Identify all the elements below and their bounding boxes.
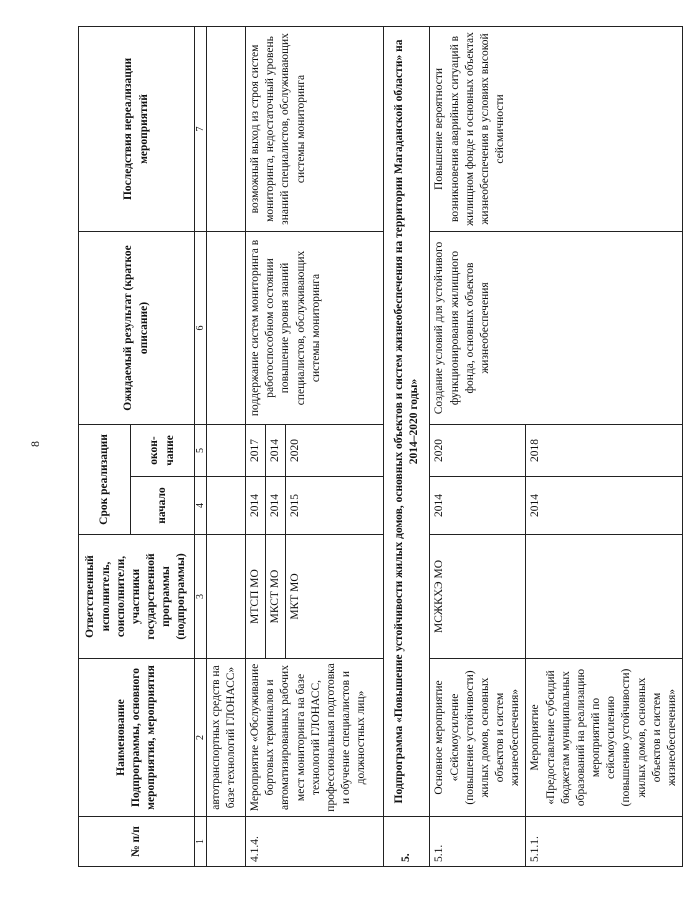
row-consequences: Повышение вероятности возникновения аварийных ситуаций в жилищном фонде и основных объектах жизнеобеспечения в условиях высокой сейсмичности	[430, 26, 683, 231]
row-name: Основное мероприятие «Сейсмоусиление (повышение устойчивости) жилых домов, основных объектов и систем жизнеобеспечения»	[430, 659, 526, 817]
header-num: № п/п	[79, 817, 195, 867]
column-number: 7	[195, 26, 207, 231]
row-executor: МСЖКХЭ МО	[430, 535, 526, 659]
row-num	[207, 817, 246, 867]
row-consequences	[207, 26, 246, 231]
row-end: 2018	[526, 424, 683, 476]
row-num: 5.1.1.	[526, 817, 683, 867]
row-name: автотранспортных средств на базе технологий ГЛОНАСС»	[207, 659, 246, 817]
row-start	[207, 477, 246, 535]
header-name: Наименование Подпрограммы, основного мероприятия, мероприятия	[79, 659, 195, 817]
row-result: поддержание систем мониторинга в работоспособном состоянии повышение уровня знаний специалистов, обслуживающих системы мониторинга	[246, 231, 384, 424]
header-result: Ожидаемый результат (краткое описание)	[79, 231, 195, 424]
row-start: 2014	[246, 477, 266, 535]
row-executor: МКСТ МО	[266, 535, 286, 659]
rotated-table-sheet	[78, 27, 678, 867]
row-executor: МТСП МО	[246, 535, 266, 659]
column-number: 3	[195, 535, 207, 659]
table-row	[430, 26, 526, 866]
table-row	[207, 26, 246, 866]
row-name: Мероприятие «Предоставление субсидий бюджетам муниципальных образований на реализацию мероприятий по сейсмоусилению (повышению устойчивости) жилых домов, основных объектов и систем жизнеобеспечения»	[526, 659, 683, 817]
section-row	[384, 26, 430, 866]
table-row	[246, 26, 266, 866]
row-num: 4.1.4.	[246, 817, 384, 867]
row-start: 2015	[286, 477, 384, 535]
row-end: 2020	[286, 424, 384, 476]
header-term: Срок реализации	[79, 424, 131, 534]
section-title: Подпрограмма «Повышение устойчивости жилых домов, основных объектов и систем жизнеобеспечения на территории Магаданской области» на 2014–2020 годы»	[384, 26, 430, 816]
row-executor	[526, 535, 683, 659]
row-start: 2014	[266, 477, 286, 535]
header-executor: Ответственный исполнитель, соисполнители, участники государственной программы (подпрограммы)	[79, 535, 195, 659]
row-consequences: возможный выход из строя систем мониторинга, недостаточный уровень знаний специалистов, обслуживающих системы мониторинга	[246, 26, 384, 231]
header-start: начало	[131, 477, 195, 535]
row-name: Мероприятие «Обслуживание бортовых терминалов и автоматизированных рабочих мест мониторинга на базе технологий ГЛОНАСС, профессиональная подготовка и обучение специалистов и должностных лиц»	[246, 659, 384, 817]
row-end: 2014	[266, 424, 286, 476]
row-start: 2014	[430, 477, 526, 535]
column-number: 1	[195, 817, 207, 867]
row-start: 2014	[526, 477, 683, 535]
row-result: Создание условий для устойчивого функционирования жилищного фонда, основных объектов жизнеобеспечения	[430, 231, 683, 424]
row-executor	[207, 535, 246, 659]
row-end: 2017	[246, 424, 266, 476]
column-number: 2	[195, 659, 207, 817]
column-number: 6	[195, 231, 207, 424]
row-executor: МКТ МО	[286, 535, 384, 659]
page-number: 8	[28, 441, 42, 447]
column-number: 5	[195, 424, 207, 476]
column-numbers-row	[195, 26, 207, 866]
column-number: 4	[195, 477, 207, 535]
section-num: 5.	[384, 817, 430, 867]
row-end	[207, 424, 246, 476]
header-end: окон-чание	[131, 424, 195, 476]
row-num: 5.1.	[430, 817, 526, 867]
row-end: 2020	[430, 424, 526, 476]
program-measures-table	[78, 26, 683, 867]
row-result	[207, 231, 246, 424]
header-consequences: Последствия нереализации мероприятий	[79, 26, 195, 231]
